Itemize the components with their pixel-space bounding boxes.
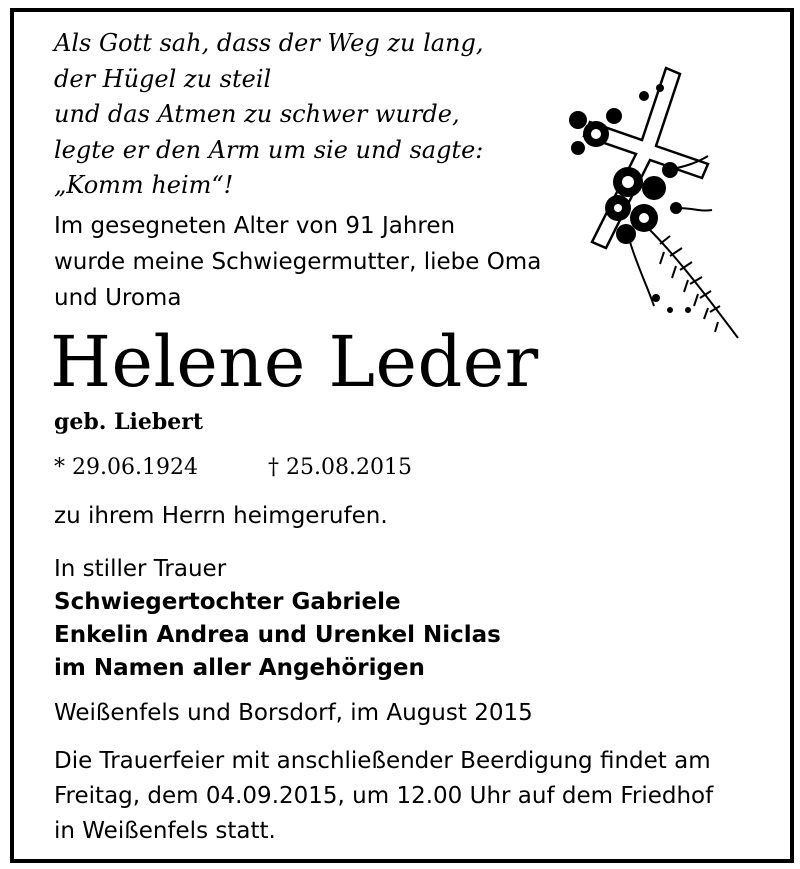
intro-line: und Uroma bbox=[54, 285, 182, 311]
death-date: † 25.08.2015 bbox=[268, 455, 412, 480]
birth-date: * 29.06.1924 bbox=[54, 455, 198, 480]
poem-line: und das Atmen zu schwer wurde, bbox=[54, 100, 460, 128]
intro-text bbox=[54, 208, 541, 316]
intro-line: Im gesegneten Alter von 91 Jahren bbox=[54, 213, 456, 239]
mourning-intro: In stiller Trauer bbox=[54, 556, 227, 582]
poem-line: legte er den Arm um sie und sagte: bbox=[54, 135, 484, 164]
deceased-name: Helene Leder bbox=[50, 321, 539, 403]
poem-line: der Hügel zu steil bbox=[54, 64, 272, 93]
maiden-name: geb. Liebert bbox=[54, 409, 204, 435]
service-line: Freitag, dem 04.09.2015, um 12.00 Uhr auf dem Friedhof bbox=[54, 783, 714, 809]
mourner-line: Schwiegertochter Gabriele bbox=[54, 589, 401, 615]
poem-line: Als Gott sah, dass der Weg zu lang, bbox=[54, 29, 484, 57]
mourning-block bbox=[54, 553, 501, 685]
service-line: Die Trauerfeier mit anschließender Beerdigung findet am bbox=[54, 748, 711, 774]
mourner-line: im Namen aller Angehörigen bbox=[54, 655, 425, 681]
service-info bbox=[54, 744, 713, 849]
mourner-line: Enkelin Andrea und Urenkel Niclas bbox=[54, 622, 501, 648]
service-line: in Weißenfels statt. bbox=[54, 818, 276, 844]
place-date: Weißenfels und Borsdorf, im August 2015 bbox=[54, 700, 533, 726]
poem bbox=[54, 26, 484, 204]
intro-line: wurde meine Schwiegermutter, liebe Oma bbox=[54, 249, 542, 275]
cross-with-roses-icon bbox=[548, 58, 758, 348]
called-home-text: zu ihrem Herrn heimgerufen. bbox=[54, 503, 388, 529]
poem-line: „Komm heim“! bbox=[54, 171, 234, 199]
